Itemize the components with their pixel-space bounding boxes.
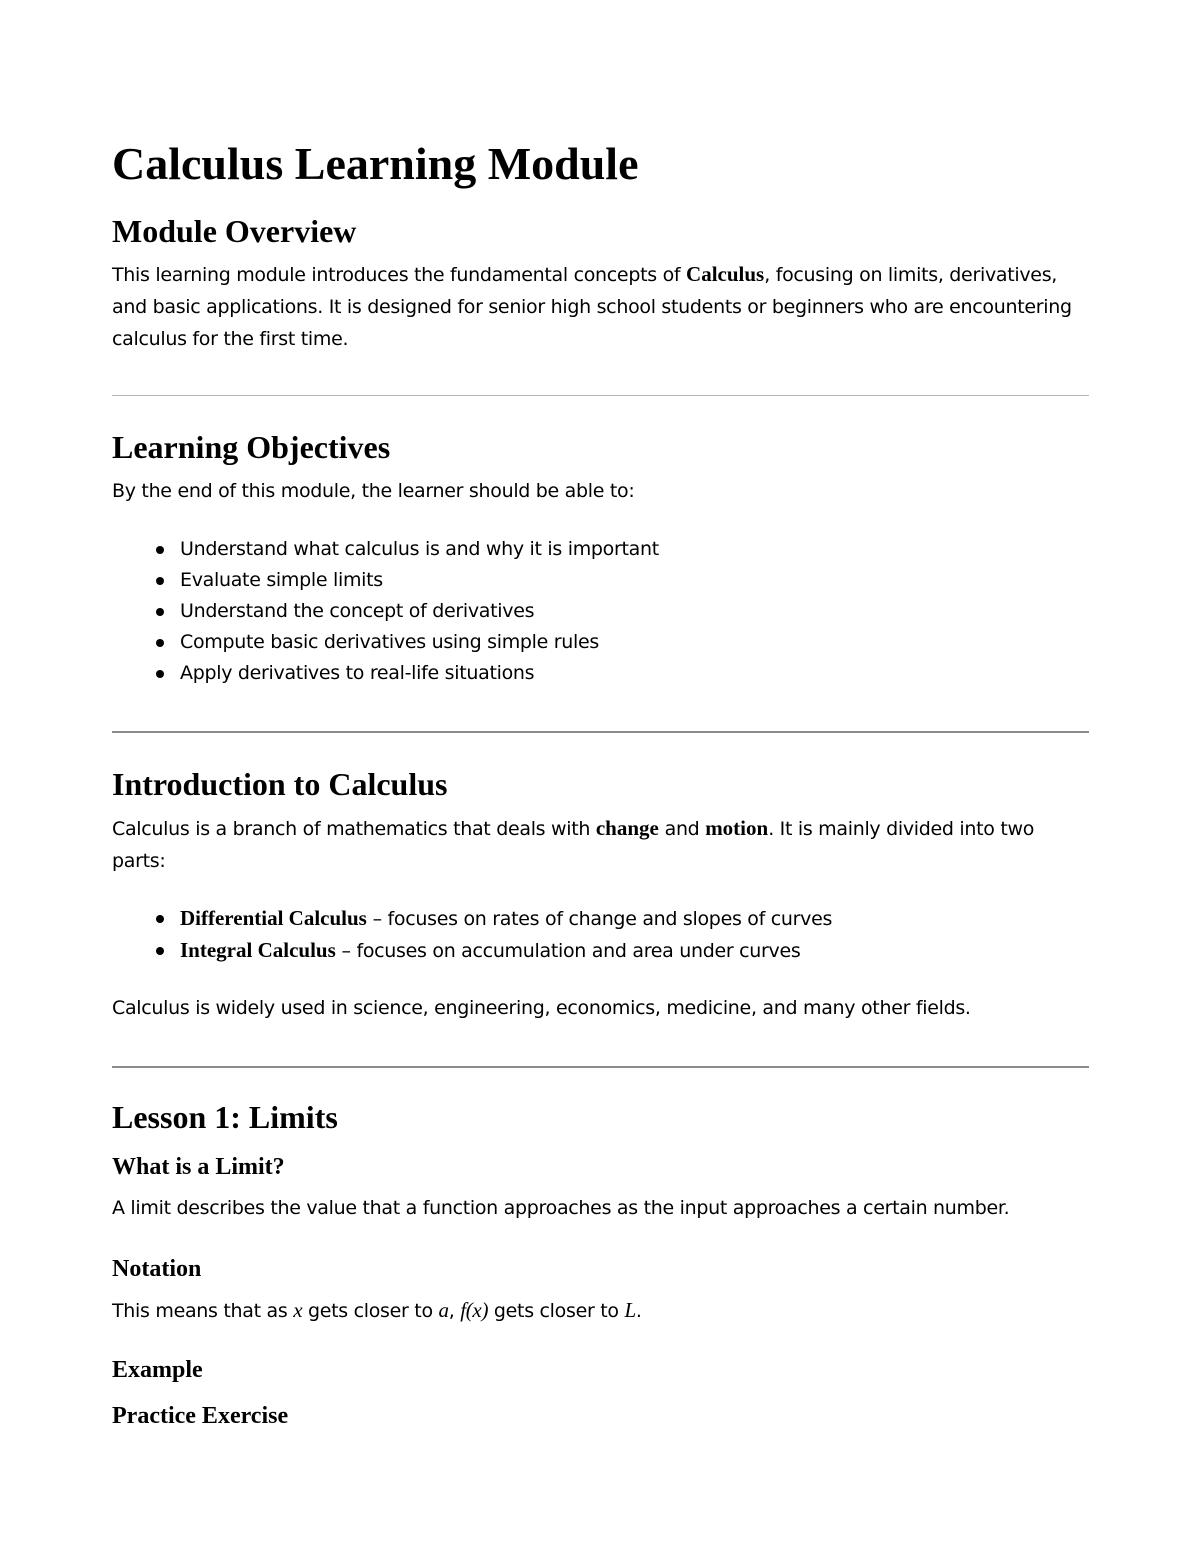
practice-heading: Practice Exercise [112,1403,289,1429]
objectives-list [112,534,1089,689]
intro-text-1: Calculus is a branch of mathematics that deals with [112,818,596,840]
notation-heading: Notation [112,1256,202,1282]
intro-text-3: . It is mainly divided into two parts: [112,818,1035,872]
objective-text: Apply derivatives to real-life situations [180,662,535,684]
list-item [112,903,1089,935]
notation-paragraph [112,1294,1089,1327]
intro-text-2: and [658,818,706,840]
notation-text-5: . [635,1300,642,1322]
objective-text: Understand what calculus is and why it is important [180,538,659,560]
section-divider [112,731,1089,733]
overview-text-after: , focusing on limits, derivatives, and basic applications. It is designed for senior high school students or beginners who are encountering calculus for the first time. [112,264,1072,350]
variable-L: L [624,1298,636,1322]
branch-description: – focuses on rates of change and slopes of curves [366,908,833,930]
introduction-heading: Introduction to Calculus [112,766,448,802]
objective-text: Evaluate simple limits [180,569,383,591]
lesson1-heading: Lesson 1: Limits [112,1099,338,1135]
bullet-icon [156,577,164,585]
limit-definition: A limit describes the value that a function approaches as the input approaches a certain number. [112,1197,1010,1219]
list-item [112,627,1089,658]
variable-a: a [438,1298,449,1322]
bullet-icon [156,546,164,554]
bullet-icon [156,608,164,616]
variable-fx: f(x) [460,1298,489,1322]
bullet-icon [156,670,164,678]
what-is-limit-heading: What is a Limit? [112,1154,285,1180]
section-divider [112,1066,1089,1068]
example-heading: Example [112,1357,203,1383]
bullet-icon [156,639,164,647]
overview-bold-term: Calculus [686,262,765,286]
overview-heading: Module Overview [112,213,357,249]
notation-text-3: , [448,1300,461,1322]
bullet-icon [156,915,164,923]
objective-text: Compute basic derivatives using simple rules [180,631,600,653]
branch-name: Differential Calculus [180,906,367,930]
list-item [112,565,1089,596]
section-divider [112,395,1089,396]
introduction-paragraph [112,812,1089,877]
notation-text-2: gets closer to [302,1300,439,1322]
intro-bold-motion: motion [705,816,769,840]
page-title: Calculus Learning Module [112,138,639,189]
list-item [112,534,1089,565]
branch-description: – focuses on accumulation and area under curves [335,940,801,962]
bullet-icon [156,947,164,955]
objective-text: Understand the concept of derivatives [180,600,535,622]
variable-x: x [293,1298,303,1322]
notation-text-1: This means that as [112,1300,294,1322]
list-item [112,935,1089,967]
list-item [112,658,1089,689]
objectives-heading: Learning Objectives [112,429,391,465]
notation-text-4: gets closer to [488,1300,625,1322]
branches-list [112,903,1089,967]
introduction-closing: Calculus is widely used in science, engineering, economics, medicine, and many other fields. [112,997,971,1019]
intro-bold-change: change [595,816,659,840]
objectives-intro: By the end of this module, the learner should be able to: [112,480,635,502]
branch-name: Integral Calculus [180,938,336,962]
list-item [112,596,1089,627]
overview-text-before: This learning module introduces the fundamental concepts of [112,264,687,286]
overview-paragraph [112,258,1089,355]
